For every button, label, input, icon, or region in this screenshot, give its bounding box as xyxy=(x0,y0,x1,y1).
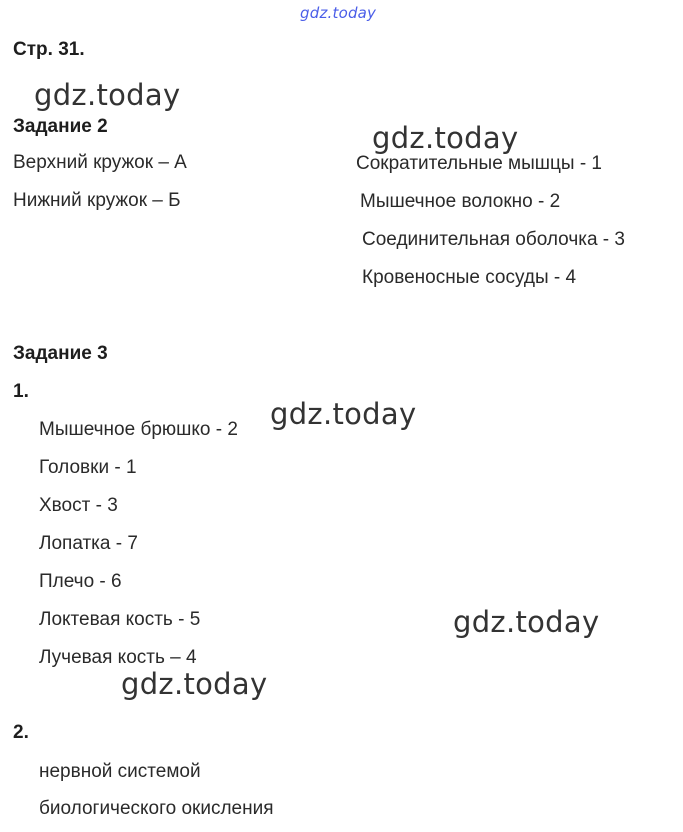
task2-title: Задание 2 xyxy=(13,116,108,137)
task2-right-item: Кровеносные сосуды - 4 xyxy=(362,267,577,288)
task3-part2-item: нервной системой xyxy=(39,761,201,782)
watermark-text: gdz.today xyxy=(270,397,417,431)
task2-left-item: Верхний кружок – А xyxy=(13,152,187,173)
task2-left-item: Нижний кружок – Б xyxy=(13,190,181,211)
task3-part1-item: Локтевая кость - 5 xyxy=(39,609,201,630)
watermark-text: gdz.today xyxy=(372,121,519,155)
task3-part1-item: Лучевая кость – 4 xyxy=(39,647,197,668)
task3-part2-item: биологического окисления xyxy=(39,798,274,819)
task3-part1-item: Лопатка - 7 xyxy=(39,533,138,554)
task3-part1-item: Хвост - 3 xyxy=(39,495,118,516)
watermark-text: gdz.today xyxy=(121,667,268,701)
task3-part2-label: 2. xyxy=(13,722,29,743)
page-label: Стр. 31. xyxy=(13,39,85,60)
task3-title: Задание 3 xyxy=(13,343,108,364)
task3-part1-item: Головки - 1 xyxy=(39,457,137,478)
task2-right-item: Сократительные мышцы - 1 xyxy=(356,153,602,174)
watermark-top: gdz.today xyxy=(300,4,377,22)
task3-part1-item: Плечо - 6 xyxy=(39,571,122,592)
watermark-text: gdz.today xyxy=(34,78,181,112)
task2-right-item: Соединительная оболочка - 3 xyxy=(362,229,625,250)
task3-part1-label: 1. xyxy=(13,381,29,402)
task2-right-item: Мышечное волокно - 2 xyxy=(360,191,561,212)
task3-part1-item: Мышечное брюшко - 2 xyxy=(39,419,238,440)
watermark-text: gdz.today xyxy=(453,605,600,639)
